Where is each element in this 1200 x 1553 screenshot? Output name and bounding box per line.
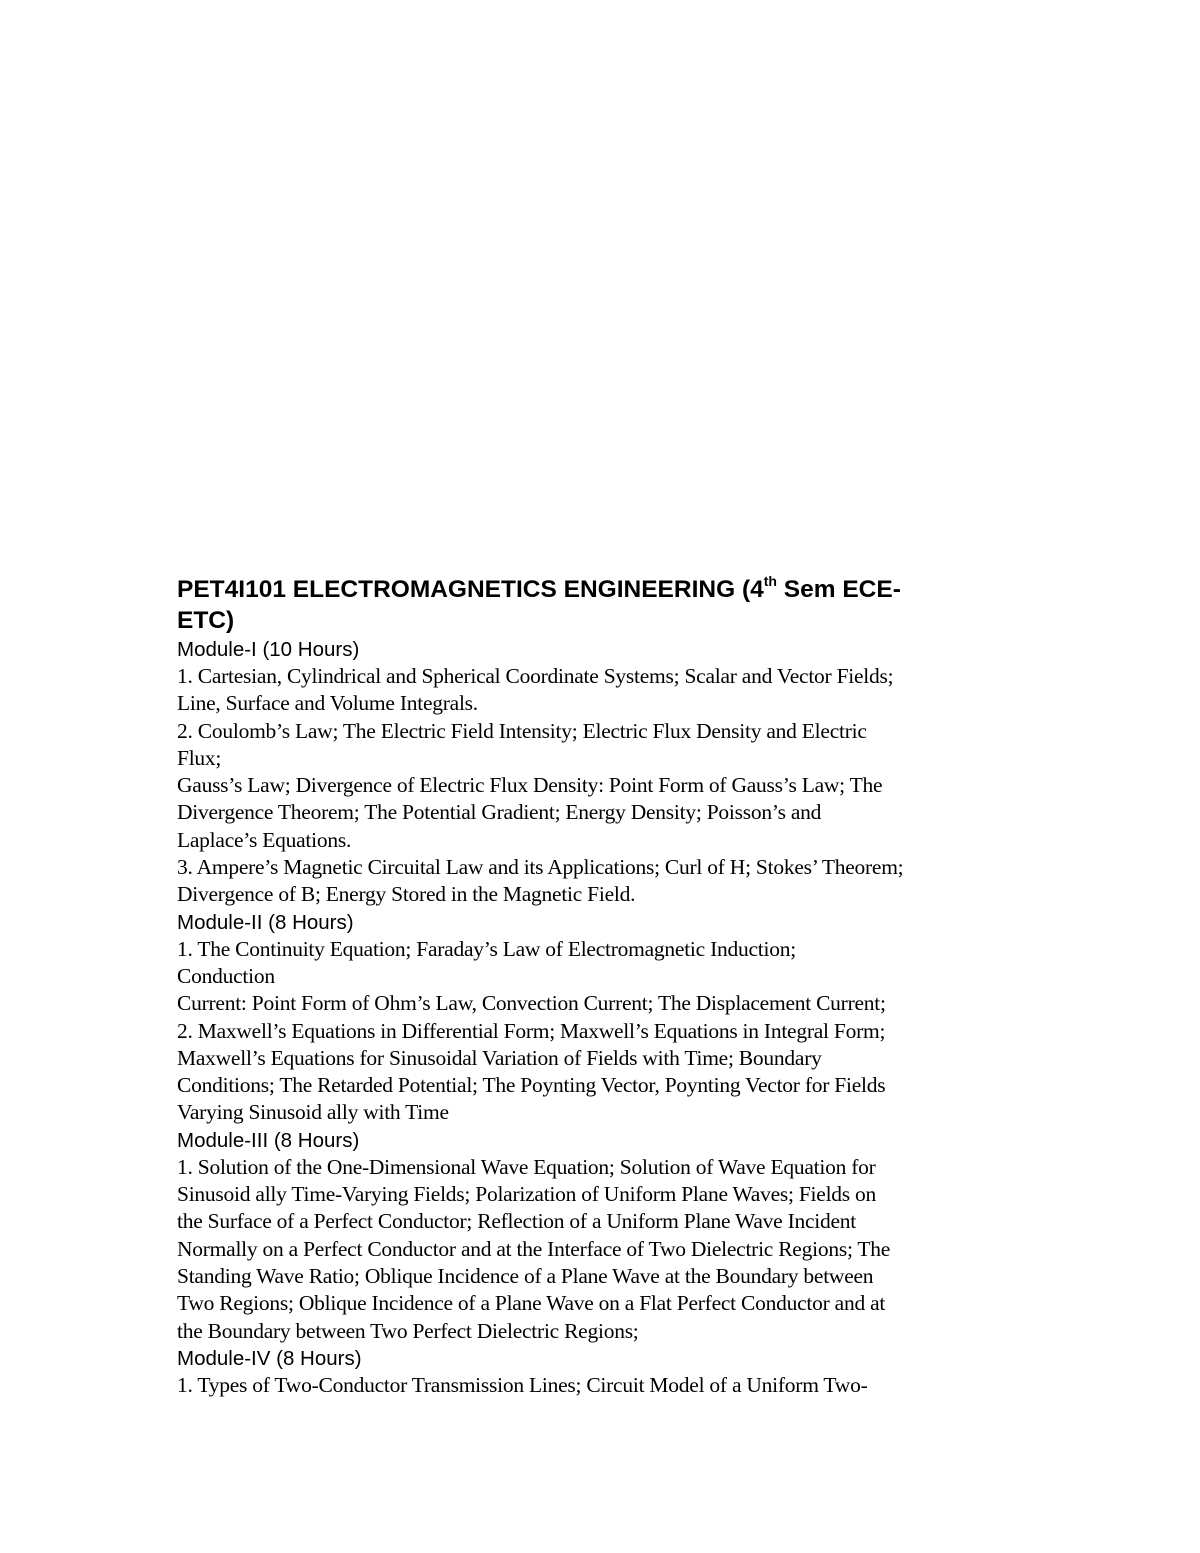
title-line-2: ETC)	[177, 607, 235, 634]
module-3-line: 1. Solution of the One-Dimensional Wave Equation; Solution of Wave Equation for	[177, 1154, 876, 1179]
title-suffix: Sem ECE-	[776, 576, 901, 603]
module-1-line: Line, Surface and Volume Integrals.	[177, 691, 478, 716]
module-3-line: the Surface of a Perfect Conductor; Reflection of a Uniform Plane Wave Incident	[177, 1209, 857, 1234]
module-3-line: Two Regions; Oblique Incidence of a Plane Wave on a Flat Perfect Conductor and at	[177, 1291, 886, 1316]
module-2-line: Conduction	[177, 963, 275, 988]
syllabus-content	[177, 574, 1027, 1399]
module-1-line: Laplace’s Equations.	[177, 827, 352, 852]
module-3-line: Standing Wave Ratio; Oblique Incidence of a Plane Wave at the Boundary between	[177, 1263, 874, 1288]
module-1-heading: Module-I (10 Hours)	[177, 638, 360, 661]
module-1-line: Divergence Theorem; The Potential Gradient; Energy Density; Poisson’s and	[177, 800, 822, 825]
module-1-line: 2. Coulomb’s Law; The Electric Field Intensity; Electric Flux Density and Electric	[177, 718, 867, 743]
module-2-heading: Module-II (8 Hours)	[177, 910, 354, 934]
module-1-line: 1. Cartesian, Cylindrical and Spherical Coordinate Systems; Scalar and Vector Fields;	[177, 664, 894, 688]
module-3-heading: Module-III (8 Hours)	[177, 1128, 360, 1152]
module-2-line: 1. The Continuity Equation; Faraday’s Law of Electromagnetic Induction;	[177, 936, 796, 961]
module-2-line: 2. Maxwell’s Equations in Differential Form; Maxwell’s Equations in Integral Form;	[177, 1018, 886, 1043]
module-3-line: Sinusoid ally Time-Varying Fields; Polarization of Uniform Plane Waves; Fields on	[177, 1182, 877, 1207]
module-1-line: Divergence of B; Energy Stored in the Magnetic Field.	[177, 882, 636, 907]
title-main: PET4I101 ELECTROMAGNETICS ENGINEERING (4	[177, 576, 764, 603]
module-2-line: Current: Point Form of Ohm’s Law, Convection Current; The Displacement Current;	[177, 991, 886, 1016]
module-1-line: 3. Ampere’s Magnetic Circuital Law and its Applications; Curl of H; Stokes’ Theorem;	[177, 855, 904, 880]
title-superscript: th	[763, 572, 777, 589]
module-2-line: Conditions; The Retarded Potential; The Poynting Vector, Poynting Vector for Fields	[177, 1073, 886, 1098]
module-3-line: the Boundary between Two Perfect Dielectric Regions;	[177, 1318, 639, 1343]
module-4-line: 1. Types of Two-Conductor Transmission Lines; Circuit Model of a Uniform Two-	[177, 1372, 868, 1397]
module-3-line: Normally on a Perfect Conductor and at the Interface of Two Dielectric Regions; The	[177, 1236, 891, 1261]
module-4-heading: Module-IV (8 Hours)	[177, 1346, 362, 1370]
module-2-line: Maxwell’s Equations for Sinusoidal Variation of Fields with Time; Boundary	[177, 1045, 822, 1070]
module-1-line: Gauss’s Law; Divergence of Electric Flux Density: Point Form of Gauss’s Law; The	[177, 773, 883, 798]
module-2-line: Varying Sinusoid ally with Time	[177, 1100, 449, 1125]
document-title	[177, 574, 1027, 636]
module-1-line: Flux;	[177, 745, 222, 770]
